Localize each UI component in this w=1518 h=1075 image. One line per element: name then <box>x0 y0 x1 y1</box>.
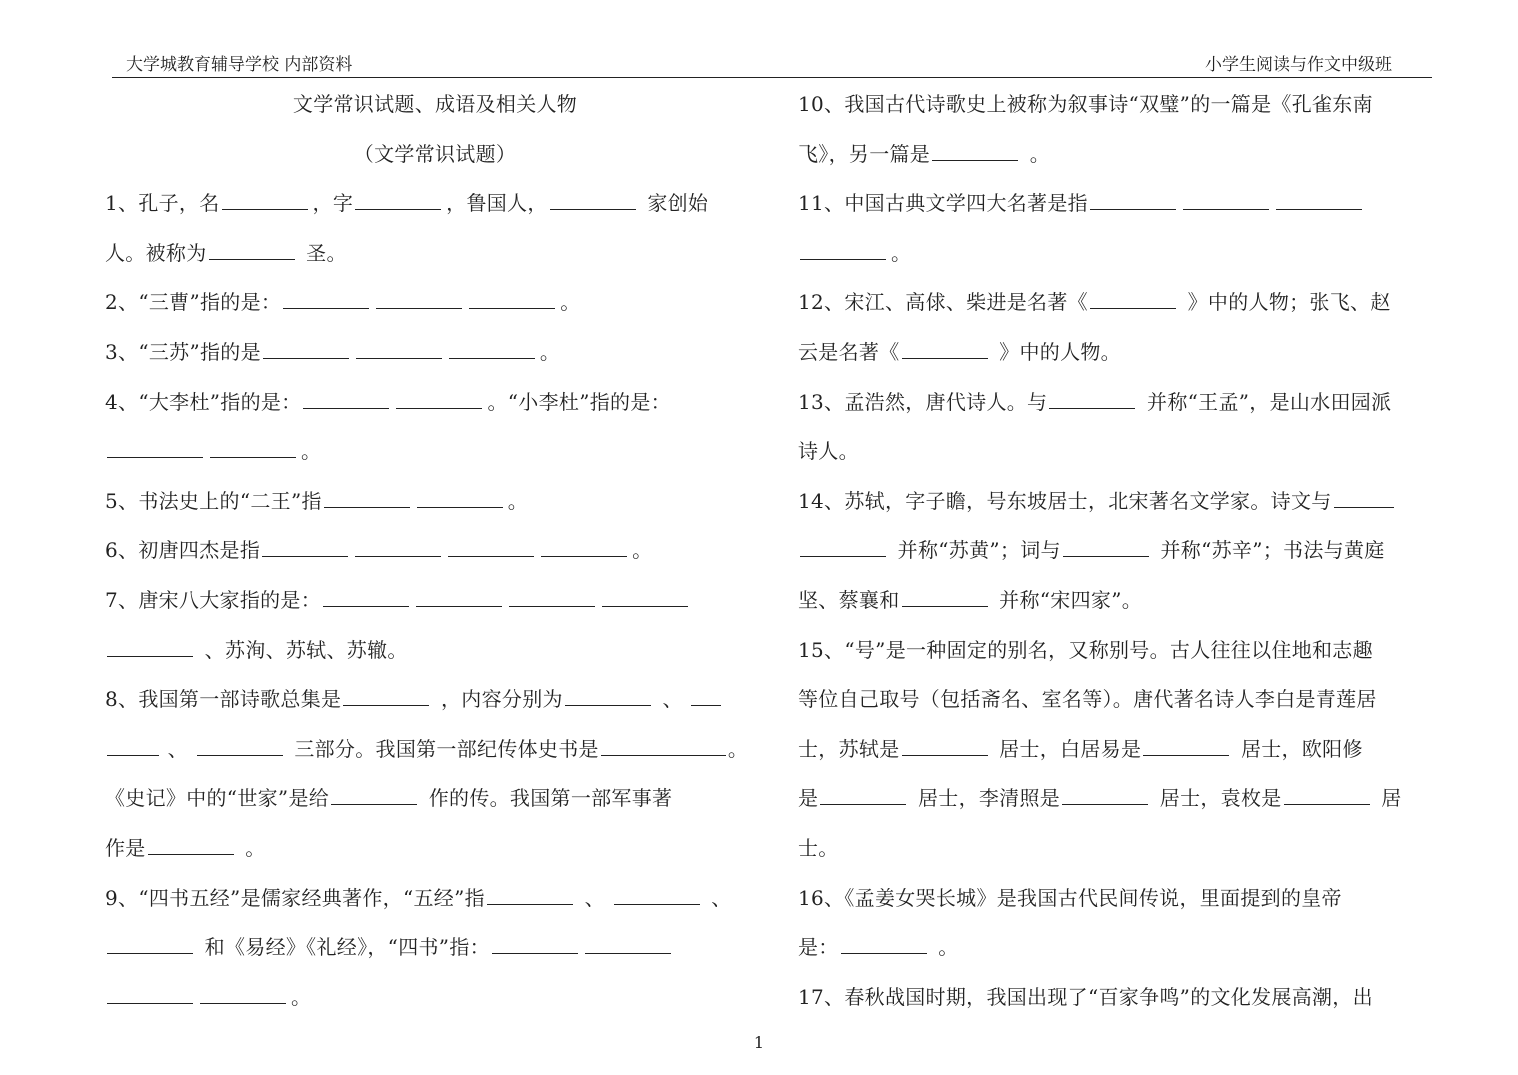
header-class-name: 小学生阅读与作文中级班 <box>1205 55 1392 75</box>
question-9-line-1: 9、“四书五经”是儒家经典著作，“五经”指 、 、 <box>105 885 732 910</box>
question-6: 6、初唐四杰是指 。 <box>105 538 653 563</box>
answer-blank[interactable] <box>356 338 442 359</box>
question-8-line-4: 作是 。 <box>105 835 266 860</box>
answer-blank[interactable] <box>509 586 595 607</box>
question-16-line-1: 16、《孟姜女哭长城》是我国古代民间传说，里面提到的皇帝 <box>798 885 1342 910</box>
question-7-line-2: 、苏洵、苏轼、苏辙。 <box>105 626 765 676</box>
answer-blank[interactable] <box>107 437 203 458</box>
question-16-line-2: 是： 。 <box>798 935 959 960</box>
answer-blank[interactable] <box>469 288 555 309</box>
answer-blank[interactable] <box>1183 189 1269 210</box>
answer-blank[interactable] <box>932 140 1018 161</box>
question-12-line-2: 云是名著《 》中的人物。 <box>798 339 1121 364</box>
question-11-line-2: 。 <box>798 229 1438 279</box>
question-7-line-1: 7、唐宋八大家指的是： <box>105 576 765 626</box>
answer-blank[interactable] <box>210 437 296 458</box>
question-11-line-1: 11、中国古典文学四大名著是指 <box>798 179 1438 229</box>
page-header <box>112 48 1432 78</box>
answer-blank[interactable] <box>376 288 462 309</box>
answer-blank[interactable] <box>107 735 159 756</box>
answer-blank[interactable] <box>283 288 369 309</box>
question-12-line-1: 12、宋江、高俅、柴进是名著《 》中的人物；张飞、赵 <box>798 290 1391 315</box>
question-1-line-1: 1、孔子，名 ，字 ，鲁国人， 家创始 <box>105 191 709 216</box>
question-5: 5、书法史上的“二王”指 。 <box>105 488 529 513</box>
answer-blank[interactable] <box>841 933 927 954</box>
answer-blank[interactable] <box>492 933 578 954</box>
answer-blank[interactable] <box>487 884 573 905</box>
answer-blank[interactable] <box>324 487 410 508</box>
answer-blank[interactable] <box>800 536 886 557</box>
question-10-line-1: 10、我国古代诗歌史上被称为叙事诗“双璧”的一篇是《孔雀东南 <box>798 92 1373 116</box>
answer-blank[interactable] <box>1049 388 1135 409</box>
answer-blank[interactable] <box>1063 536 1149 557</box>
question-4-line-2: 。 <box>105 427 765 477</box>
answer-blank[interactable] <box>107 636 193 657</box>
answer-blank[interactable] <box>343 685 429 706</box>
question-8-line-2: 、 三部分。我国第一部纪传体史书是 。 <box>105 725 765 775</box>
answer-blank[interactable] <box>331 784 417 805</box>
question-10-line-2: 飞》，另一篇是 。 <box>798 141 1051 166</box>
answer-blank[interactable] <box>107 983 193 1004</box>
answer-blank[interactable] <box>416 586 502 607</box>
answer-blank[interactable] <box>800 239 886 260</box>
header-school-name: 大学城教育辅导学校 内部资料 <box>126 55 353 75</box>
answer-blank[interactable] <box>691 685 721 706</box>
question-4-line-1: 4、“大李杜”指的是： 。“小李杜”指的是： <box>105 389 671 414</box>
question-8-line-1: 8、我国第一部诗歌总集是 ，内容分别为 、 <box>105 675 765 725</box>
answer-blank[interactable] <box>541 536 627 557</box>
question-1-line-2: 人。被称为 圣。 <box>105 240 347 265</box>
question-15-line-1: 15、“号”是一种固定的别名，又称别号。古人往往以住地和志趣 <box>798 637 1373 662</box>
question-13-line-1: 13、孟浩然，唐代诗人。与 并称“王孟”，是山水田园派 <box>798 389 1392 414</box>
answer-blank[interactable] <box>396 388 482 409</box>
answer-blank[interactable] <box>262 536 348 557</box>
question-15-line-2: 等位自己取号（包括斋名、室名等）。唐代著名诗人李白是青莲居 <box>798 687 1377 712</box>
answer-blank[interactable] <box>614 884 700 905</box>
question-8-line-3: 《史记》中的“世家”是给 作的传。我国第一部军事著 <box>105 786 673 811</box>
question-13-line-2: 诗人。 <box>798 439 859 464</box>
answer-blank[interactable] <box>263 338 349 359</box>
answer-blank[interactable] <box>1143 735 1229 756</box>
answer-blank[interactable] <box>1284 784 1370 805</box>
answer-blank[interactable] <box>902 586 988 607</box>
answer-blank[interactable] <box>448 536 534 557</box>
question-14-line-2: 并称“苏黄”；词与 并称“苏辛”；书法与黄庭 <box>798 526 1438 576</box>
answer-blank[interactable] <box>417 487 503 508</box>
answer-blank[interactable] <box>602 586 688 607</box>
answer-blank[interactable] <box>1276 189 1362 210</box>
answer-blank[interactable] <box>601 735 726 756</box>
answer-blank[interactable] <box>323 586 409 607</box>
question-15-line-5: 士。 <box>798 835 839 860</box>
answer-blank[interactable] <box>107 933 193 954</box>
answer-blank[interactable] <box>355 189 441 210</box>
answer-blank[interactable] <box>1090 189 1176 210</box>
question-15-line-4: 是 居士，李清照是 居士，袁枚是 居 <box>798 786 1402 811</box>
document-title: 文学常识试题、成语及相关人物 <box>292 92 578 116</box>
answer-blank[interactable] <box>148 834 234 855</box>
answer-blank[interactable] <box>222 189 308 210</box>
answer-blank[interactable] <box>902 735 988 756</box>
answer-blank[interactable] <box>902 338 988 359</box>
answer-blank[interactable] <box>820 784 906 805</box>
answer-blank[interactable] <box>303 388 389 409</box>
answer-blank[interactable] <box>1062 784 1148 805</box>
right-column <box>798 80 1438 1022</box>
question-15-line-3: 士，苏轼是 居士，白居易是 居士，欧阳修 <box>798 736 1363 761</box>
answer-blank[interactable] <box>1334 487 1394 508</box>
question-14-line-3: 坚、蔡襄和 并称“宋四家”。 <box>798 587 1143 612</box>
answer-blank[interactable] <box>200 983 286 1004</box>
answer-blank[interactable] <box>197 735 283 756</box>
answer-blank[interactable] <box>355 536 441 557</box>
answer-blank[interactable] <box>209 239 295 260</box>
answer-blank[interactable] <box>565 685 651 706</box>
question-17-line-1: 17、春秋战国时期，我国出现了“百家争鸣”的文化发展高潮，出 <box>798 984 1373 1009</box>
question-14-line-1: 14、苏轼，字子瞻，号东坡居士，北宋著名文学家。诗文与 <box>798 477 1438 527</box>
question-3: 3、“三苏”指的是 。 <box>105 339 561 364</box>
document-subtitle: （文学常识试题） <box>353 141 517 166</box>
answer-blank[interactable] <box>449 338 535 359</box>
question-9-line-2: 和《易经》《礼经》，“四书”指： <box>105 923 765 973</box>
answer-blank[interactable] <box>585 933 671 954</box>
answer-blank[interactable] <box>550 189 636 210</box>
page-number: 1 <box>753 1033 765 1052</box>
left-column <box>105 80 765 1022</box>
question-2: 2、“三曹”指的是： 。 <box>105 290 581 315</box>
question-9-line-3: 。 <box>105 973 765 1023</box>
answer-blank[interactable] <box>1090 288 1176 309</box>
